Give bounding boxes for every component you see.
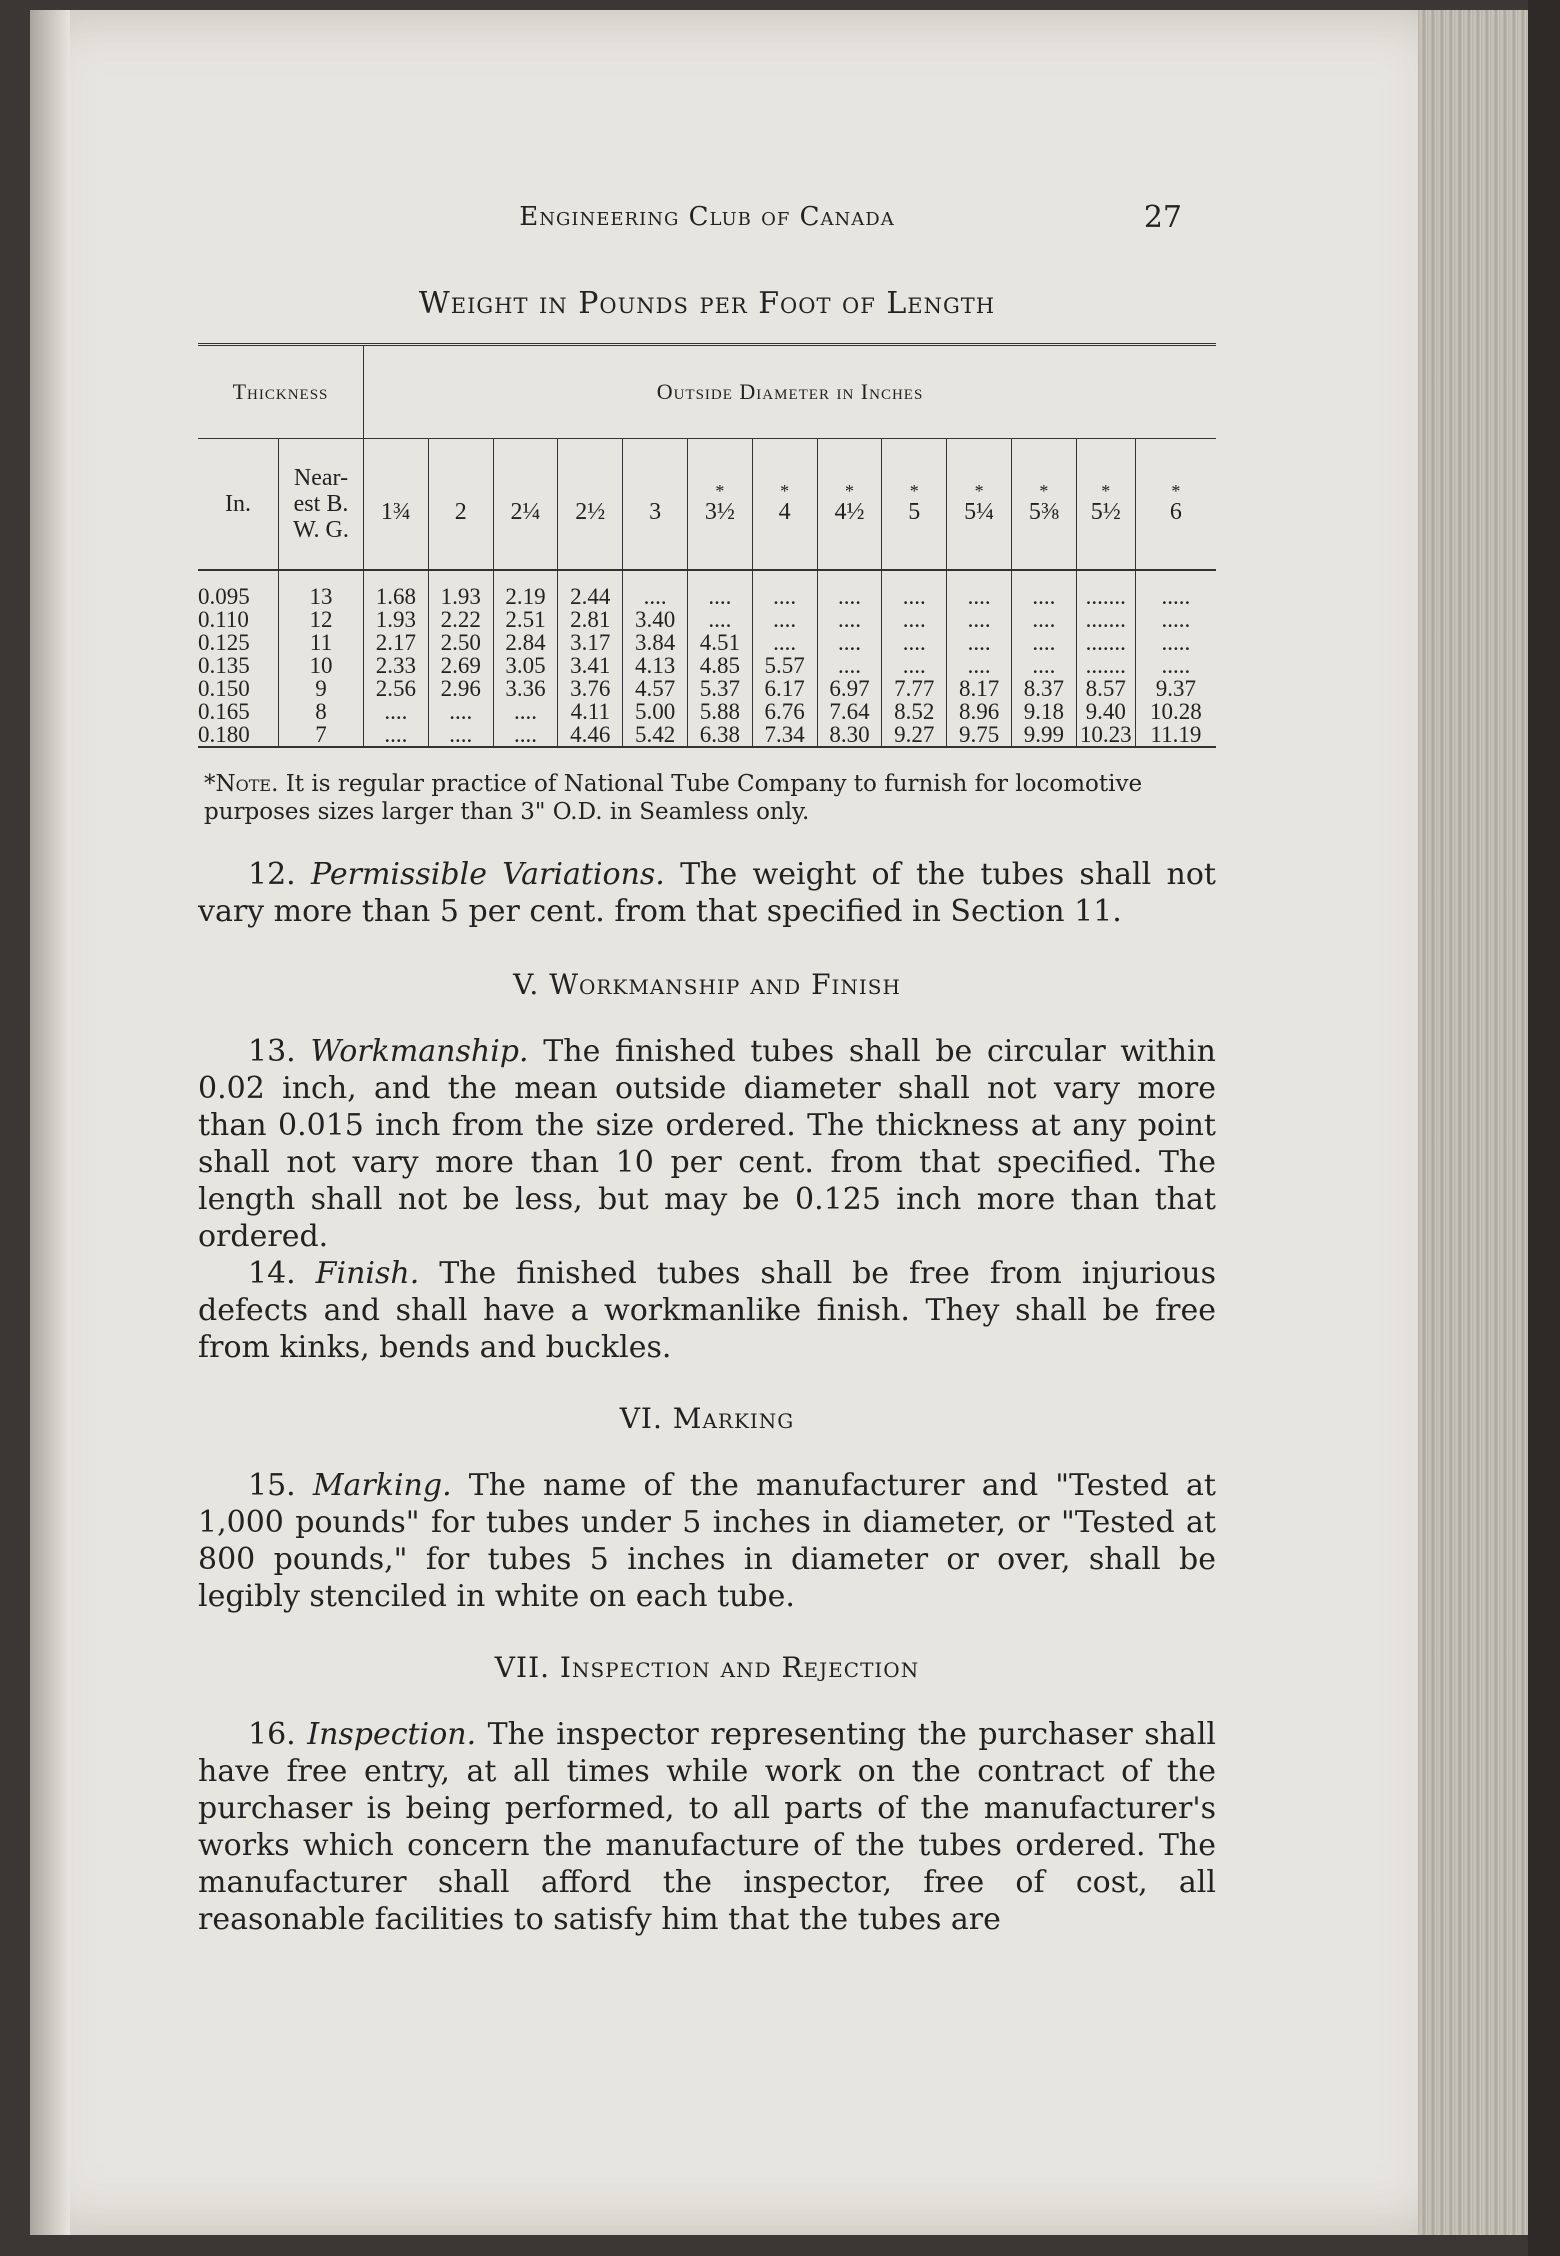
diameter-label: 4½	[834, 499, 865, 525]
cell-weight: .....	[1161, 607, 1191, 632]
cell-weight: ....	[493, 723, 558, 747]
cell-weight: 2.81	[558, 608, 623, 631]
cell-weight: 9.18	[1011, 700, 1076, 723]
cell-weight: 2.17	[364, 631, 429, 654]
cell-weight: ....	[1011, 570, 1076, 608]
footnote-star: *	[1101, 481, 1111, 501]
cell-weight: 7.77	[882, 677, 947, 700]
cell-weight: 2.56	[364, 677, 429, 700]
cell-weight: ....	[947, 631, 1012, 654]
paragraph-12	[198, 856, 1216, 930]
cell-weight: 2.51	[493, 608, 558, 631]
cell-weight: 7.34	[752, 723, 817, 747]
p13-number: 13.	[248, 1034, 296, 1069]
cell-weight: 5.37	[687, 677, 752, 700]
cell-weight: 3.40	[623, 608, 688, 631]
footnote-star: *	[909, 481, 919, 501]
cell-weight: ....	[687, 570, 752, 608]
cell-weight: 2.96	[428, 677, 493, 700]
cell-weight: ....	[817, 570, 882, 608]
cell-weight: 2.50	[428, 631, 493, 654]
cell-weight: 7.64	[817, 700, 882, 723]
section-heading-vi: VI. Marking	[619, 1402, 795, 1435]
footnote-star: *	[974, 481, 984, 501]
cell-weight: ....	[428, 723, 493, 747]
cell-weight: ....	[882, 631, 947, 654]
footnote-star	[495, 483, 557, 499]
footnote-star	[624, 483, 686, 499]
cell-weight: ....	[687, 608, 752, 631]
col-diameter	[493, 439, 558, 571]
p16-title: Inspection.	[307, 1717, 477, 1752]
cell-weight: 3.05	[493, 654, 558, 677]
col-diameter	[1011, 439, 1076, 571]
cell-weight: 6.17	[752, 677, 817, 700]
page-edges	[1418, 10, 1528, 2235]
cell-weight: 6.97	[817, 677, 882, 700]
cell-weight: 2.22	[428, 608, 493, 631]
col-diameter	[1076, 439, 1135, 571]
paragraph-16	[198, 1716, 1216, 1938]
col-diameter	[558, 439, 623, 571]
p14-title: Finish.	[315, 1256, 420, 1291]
cell-weight: ....	[817, 631, 882, 654]
diameter-label: 5	[908, 499, 921, 525]
cell-thickness-inches: 0.125	[198, 631, 279, 654]
p14-number: 14.	[248, 1256, 296, 1291]
cell-weight: 2.44	[558, 570, 623, 608]
cell-weight: 4.13	[623, 654, 688, 677]
cell-weight: 6.76	[752, 700, 817, 723]
footnote-star	[365, 483, 427, 499]
cell-weight: 6.38	[687, 723, 752, 747]
cell-thickness-inches: 0.095	[198, 570, 279, 608]
section-heading-v: V. Workmanship and Finish	[513, 968, 901, 1001]
cell-weight: 4.85	[687, 654, 752, 677]
p16-number: 16.	[248, 1717, 296, 1752]
cell-thickness-inches: 0.180	[198, 723, 279, 747]
cell-weight: ....	[493, 700, 558, 723]
cell-weight: 9.27	[882, 723, 947, 747]
cell-weight: 9.37	[1155, 676, 1196, 701]
p12-text: The weight of the tubes shall not vary more than 5 per cent. from that specified in Section 11.	[198, 857, 1216, 929]
note-text: It is regular practice of National Tube Company to furnish for locomotive purposes sizes larger than 3" O.D. in Seamless only.	[204, 771, 1143, 825]
p15-text: The name of the manufacturer and "Tested at 1,000 pounds" for tubes under 5 inches in diameter, or "Tested at 800 pounds," for tubes 5 inches in diameter or over, shall be legibly stenciled in white on each tube.	[198, 1468, 1216, 1614]
table-row	[198, 700, 1216, 723]
cell-weight: 4.51	[687, 631, 752, 654]
cell-weight: ....	[1011, 631, 1076, 654]
footnote-star: *	[844, 481, 854, 501]
p15-title: Marking.	[312, 1468, 452, 1503]
diameter-label: 3½	[704, 499, 735, 525]
cell-weight: ....	[882, 654, 947, 677]
diameter-group-header: Outside Diameter in Inches	[364, 345, 1217, 439]
cell-weight: ....	[752, 631, 817, 654]
cell-thickness-inches: 0.165	[198, 700, 279, 723]
cell-weight: 5.57	[752, 654, 817, 677]
cell-weight: 3.84	[623, 631, 688, 654]
p12-number: 12.	[248, 857, 296, 892]
cell-weight: 1.93	[364, 608, 429, 631]
cell-weight: 8.52	[882, 700, 947, 723]
table-title: Weight in Pounds per Foot of Length	[418, 286, 996, 321]
cell-weight: 10.23	[1076, 723, 1135, 747]
cell-bwg: 7	[279, 723, 364, 747]
diameter-label: 5½	[1090, 499, 1121, 525]
cell-weight: ....	[752, 608, 817, 631]
footnote-star: *	[715, 481, 725, 501]
footnote-star: *	[1171, 481, 1181, 501]
diameter-label: 4	[778, 499, 791, 525]
paragraph-15	[198, 1467, 1216, 1615]
cell-weight: 5.42	[623, 723, 688, 747]
cell-bwg: 10	[279, 654, 364, 677]
col-bwg: Near- est B. W. G.	[279, 439, 364, 571]
cell-weight: .......	[1076, 631, 1135, 654]
col-diameter	[428, 439, 493, 571]
cell-weight: 3.76	[558, 677, 623, 700]
page-number: 27	[1143, 200, 1182, 235]
table-row	[198, 631, 1216, 654]
thickness-group-header: Thickness	[198, 345, 364, 439]
cell-weight: 8.30	[817, 723, 882, 747]
diameter-label: 5⅜	[1028, 499, 1059, 525]
cell-weight: .......	[1076, 570, 1135, 608]
p15-number: 15.	[248, 1468, 296, 1503]
cell-weight: ....	[1011, 654, 1076, 677]
cell-weight: 3.36	[493, 677, 558, 700]
cell-weight: 8.57	[1076, 677, 1135, 700]
col-diameter	[947, 439, 1012, 571]
col-diameter	[623, 439, 688, 571]
running-head	[198, 190, 1216, 240]
page-gutter-shadow	[30, 10, 70, 2235]
footnote-star: *	[1039, 481, 1049, 501]
table-row	[198, 677, 1216, 700]
table-row	[198, 608, 1216, 631]
cell-weight: 1.68	[364, 570, 429, 608]
col-diameter	[882, 439, 947, 571]
cell-weight: 2.69	[428, 654, 493, 677]
cell-bwg: 9	[279, 677, 364, 700]
footnote-star	[559, 483, 621, 499]
table-row	[198, 654, 1216, 677]
cell-bwg: 11	[279, 631, 364, 654]
cell-weight: 9.99	[1011, 723, 1076, 747]
cell-thickness-inches: 0.110	[198, 608, 279, 631]
col-diameter	[817, 439, 882, 571]
cell-weight: 1.93	[428, 570, 493, 608]
paragraph-13	[198, 1033, 1216, 1255]
cell-weight: ....	[623, 570, 688, 608]
cell-weight: 4.46	[558, 723, 623, 747]
cell-weight: 8.96	[947, 700, 1012, 723]
cell-weight: 2.33	[364, 654, 429, 677]
p12-title: Permissible Variations.	[311, 857, 665, 892]
cell-weight: 5.00	[623, 700, 688, 723]
diameter-label: 2½	[575, 499, 606, 525]
table-row	[198, 723, 1216, 747]
diameter-label: 5¼	[964, 499, 995, 525]
col-diameter	[1135, 439, 1216, 571]
cell-weight: 4.11	[558, 700, 623, 723]
cell-weight: 11.19	[1150, 722, 1202, 747]
cell-weight: 4.57	[623, 677, 688, 700]
cell-weight: ....	[364, 723, 429, 747]
cell-weight: 8.17	[947, 677, 1012, 700]
cell-weight: ....	[947, 654, 1012, 677]
table-note	[198, 770, 1216, 826]
weight-table	[198, 343, 1216, 748]
paragraph-14	[198, 1255, 1216, 1366]
page-content	[198, 190, 1216, 1938]
cell-weight: ....	[882, 570, 947, 608]
p13-text: The finished tubes shall be circular within 0.02 inch, and the mean outside diameter shall not vary more than 0.015 inch from the size ordered. The thickness at any point shall not vary more than 10 per cent. from that specified. The length shall not be less, but may be 0.125 inch more than that ordered.	[198, 1034, 1216, 1254]
cell-weight: ....	[882, 608, 947, 631]
cell-weight: .....	[1161, 653, 1191, 678]
diameter-label: 2	[454, 499, 467, 525]
cell-weight: 2.19	[493, 570, 558, 608]
cell-weight: ....	[428, 700, 493, 723]
cell-weight: .....	[1161, 630, 1191, 655]
cell-weight: ....	[817, 654, 882, 677]
note-label: *Note.	[204, 771, 279, 797]
cell-weight: ....	[1011, 608, 1076, 631]
cell-bwg: 12	[279, 608, 364, 631]
cell-bwg: 13	[279, 570, 364, 608]
cell-thickness-inches: 0.150	[198, 677, 279, 700]
p16-text: The inspector representing the purchaser shall have free entry, at all times while work on the contract of the purchaser is being performed, to all parts of the manufacturer's works which concern the manufacture of the tubes ordered. The manufacturer shall afford the inspector, free of cost, all reasonable facilities to satisfy him that the tubes are	[198, 1717, 1217, 1937]
cell-weight: .......	[1076, 654, 1135, 677]
footnote-star: *	[780, 481, 790, 501]
diameter-label: 1¾	[380, 499, 411, 525]
col-diameter	[752, 439, 817, 571]
cell-weight: ....	[817, 608, 882, 631]
table-row	[198, 570, 1216, 608]
running-head-title: Engineering Club of Canada	[519, 202, 895, 232]
cell-weight: 10.28	[1150, 699, 1202, 724]
cell-weight: 5.88	[687, 700, 752, 723]
cell-weight: ....	[947, 608, 1012, 631]
cell-weight: ....	[364, 700, 429, 723]
cell-weight: 2.84	[493, 631, 558, 654]
cell-thickness-inches: 0.135	[198, 654, 279, 677]
diameter-label: 6	[1169, 499, 1182, 525]
cell-weight: 3.41	[558, 654, 623, 677]
book-binding	[1528, 0, 1560, 2256]
p14-text: The finished tubes shall be free from injurious defects and shall have a workmanlike finish. They shall be free from kinks, bends and buckles.	[198, 1256, 1216, 1365]
col-inches: In.	[198, 439, 279, 571]
col-diameter	[364, 439, 429, 571]
diameter-label: 3	[649, 499, 662, 525]
cell-weight: 8.37	[1011, 677, 1076, 700]
diameter-label: 2¼	[510, 499, 541, 525]
cell-bwg: 8	[279, 700, 364, 723]
cell-weight: .......	[1076, 608, 1135, 631]
section-heading-vii: VII. Inspection and Rejection	[494, 1651, 920, 1684]
cell-weight: 9.40	[1076, 700, 1135, 723]
p13-title: Workmanship.	[310, 1034, 529, 1069]
cell-weight: ....	[947, 570, 1012, 608]
footnote-star	[430, 483, 492, 499]
cell-weight: 9.75	[947, 723, 1012, 747]
cell-weight: 3.17	[558, 631, 623, 654]
col-diameter	[687, 439, 752, 571]
cell-weight: ....	[752, 570, 817, 608]
cell-weight: .....	[1161, 584, 1191, 609]
